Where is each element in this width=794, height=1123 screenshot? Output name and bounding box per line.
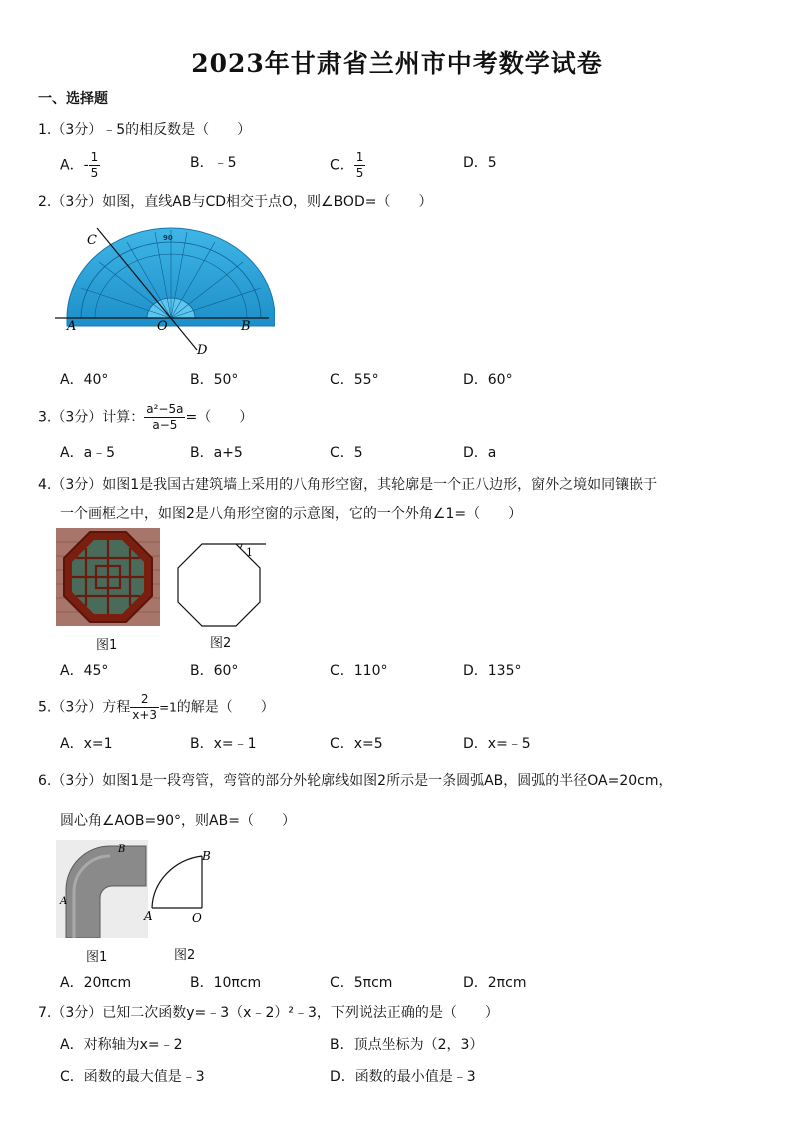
q3-option-c[interactable]: C．5 xyxy=(330,445,363,461)
q3-stem-prefix: 3.（3分）计算： xyxy=(38,409,145,426)
q2-option-a[interactable]: A．40° xyxy=(60,372,109,388)
q5-option-b[interactable]: B．x=﹣1 xyxy=(190,736,257,752)
photo-label-b: B xyxy=(118,844,126,855)
q3-stem xyxy=(38,402,253,433)
q1-c-fraction: $\frac{1}{5}$ xyxy=(355,150,364,180)
q7-stem: 7.（3分）已知二次函数y=﹣3（x﹣2）²﹣3，下列说法正确的是（ ） xyxy=(38,1005,499,1021)
q3-option-b[interactable]: B．a+5 xyxy=(190,445,243,461)
q7-option-c[interactable]: C．函数的最大值是﹣3 xyxy=(60,1069,205,1085)
photo-label-a: A xyxy=(60,896,68,907)
q7-option-b[interactable]: B．顶点坐标为（2，3） xyxy=(330,1037,484,1053)
q5-option-a[interactable]: A．x=1 xyxy=(60,736,113,752)
q6-option-a[interactable]: A．20πcm xyxy=(60,975,132,991)
q6-stem-line2: 圆心角∠AOB=90°，则AB=（ ） xyxy=(60,813,296,829)
diagram-label-o: O xyxy=(192,911,202,925)
q1-option-c[interactable] xyxy=(330,150,365,181)
q6-fig1-caption: 图1 xyxy=(86,950,108,965)
q1-option-a[interactable] xyxy=(60,150,100,181)
q4-stem-line1: 4.（3分）如图1是我国古建筑墙上采用的八角形空窗，其轮廓是一个正八边形，窗外之境如同镶嵌于 xyxy=(38,477,658,493)
q6-option-d[interactable]: D．2πcm xyxy=(463,975,527,991)
q6-stem-line1: 6.（3分）如图1是一段弯管，弯管的部分外轮廓线如图2所示是一条圆弧AB，圆弧的半径OA=20cm， xyxy=(38,773,673,789)
page-title: 2023年甘肃省兰州市中考数学试卷 xyxy=(191,49,603,78)
q6-pipe-photo xyxy=(56,840,148,938)
q4-option-b[interactable]: B．60° xyxy=(190,663,239,679)
q2-protractor-figure xyxy=(55,218,275,360)
q3-fraction: $\frac{\text{a²−5a}}{a-5}$ xyxy=(146,402,184,432)
label-b: B xyxy=(241,319,251,334)
q5-stem-suffix: 的解是（ ） xyxy=(176,699,275,716)
q4-option-a[interactable]: A．45° xyxy=(60,663,109,679)
q2-option-b[interactable]: B．50° xyxy=(190,372,239,388)
label-o: O xyxy=(157,319,168,334)
q4-option-c[interactable]: C．110° xyxy=(330,663,388,679)
q3-option-a[interactable]: A．a﹣5 xyxy=(60,445,116,461)
q5-stem xyxy=(38,692,275,723)
arc-ab xyxy=(152,856,202,908)
q6-option-c[interactable]: C．5πcm xyxy=(330,975,393,991)
q4-option-d[interactable]: D．135° xyxy=(463,663,522,679)
q1-c-label: C． xyxy=(330,157,354,174)
q7-option-a[interactable]: A．对称轴为x=﹣2 xyxy=(60,1037,183,1053)
angle-1-label: 1 xyxy=(246,546,253,559)
q3-stem-suffix: =（ ） xyxy=(185,409,254,426)
q5-option-d[interactable]: D．x=﹣5 xyxy=(463,736,531,752)
q7-option-d[interactable]: D．函数的最小值是﹣3 xyxy=(330,1069,476,1085)
protractor-90-label: 90 xyxy=(163,234,173,242)
q6-arc-diagram xyxy=(142,846,222,928)
label-a: A xyxy=(67,319,77,334)
q1-a-sign: - xyxy=(83,157,89,174)
q4-octagon-diagram xyxy=(176,540,268,632)
label-c: C xyxy=(87,233,97,248)
q5-stem-prefix: 5.（3分）方程 xyxy=(38,699,131,716)
q1-option-b[interactable]: B．﹣5 xyxy=(190,155,237,171)
q2-option-d[interactable]: D．60° xyxy=(463,372,513,388)
q5-fraction: $\frac{2}{x+3}$ xyxy=(132,692,158,722)
section-heading: 一、选择题 xyxy=(38,91,108,107)
q2-option-c[interactable]: C．55° xyxy=(330,372,379,388)
q5-option-c[interactable]: C．x=5 xyxy=(330,736,383,752)
q6-option-b[interactable]: B．10πcm xyxy=(190,975,262,991)
q1-a-label: A． xyxy=(60,157,84,174)
label-d: D xyxy=(197,343,208,358)
q4-stem-line2: 一个画框之中，如图2是八角形空窗的示意图，它的一个外角∠1=（ ） xyxy=(60,506,523,522)
diagram-label-b: B xyxy=(202,849,211,863)
q2-stem: 2.（3分）如图，直线AB与CD相交于点O，则∠BOD=（ ） xyxy=(38,194,433,210)
q4-fig1-caption: 图1 xyxy=(96,638,118,653)
q1-stem: 1.（3分）﹣5的相反数是（ ） xyxy=(38,122,252,138)
q5-equals-one: =1 xyxy=(159,700,177,715)
q6-fig2-caption: 图2 xyxy=(174,948,196,963)
diagram-label-a: A xyxy=(144,909,153,923)
q1-a-fraction: $\frac{1}{5}$ xyxy=(90,150,99,180)
q4-window-photo xyxy=(56,528,160,626)
q1-option-d[interactable]: D．5 xyxy=(463,155,497,171)
q4-fig2-caption: 图2 xyxy=(210,636,232,651)
q3-option-d[interactable]: D．a xyxy=(463,445,497,461)
